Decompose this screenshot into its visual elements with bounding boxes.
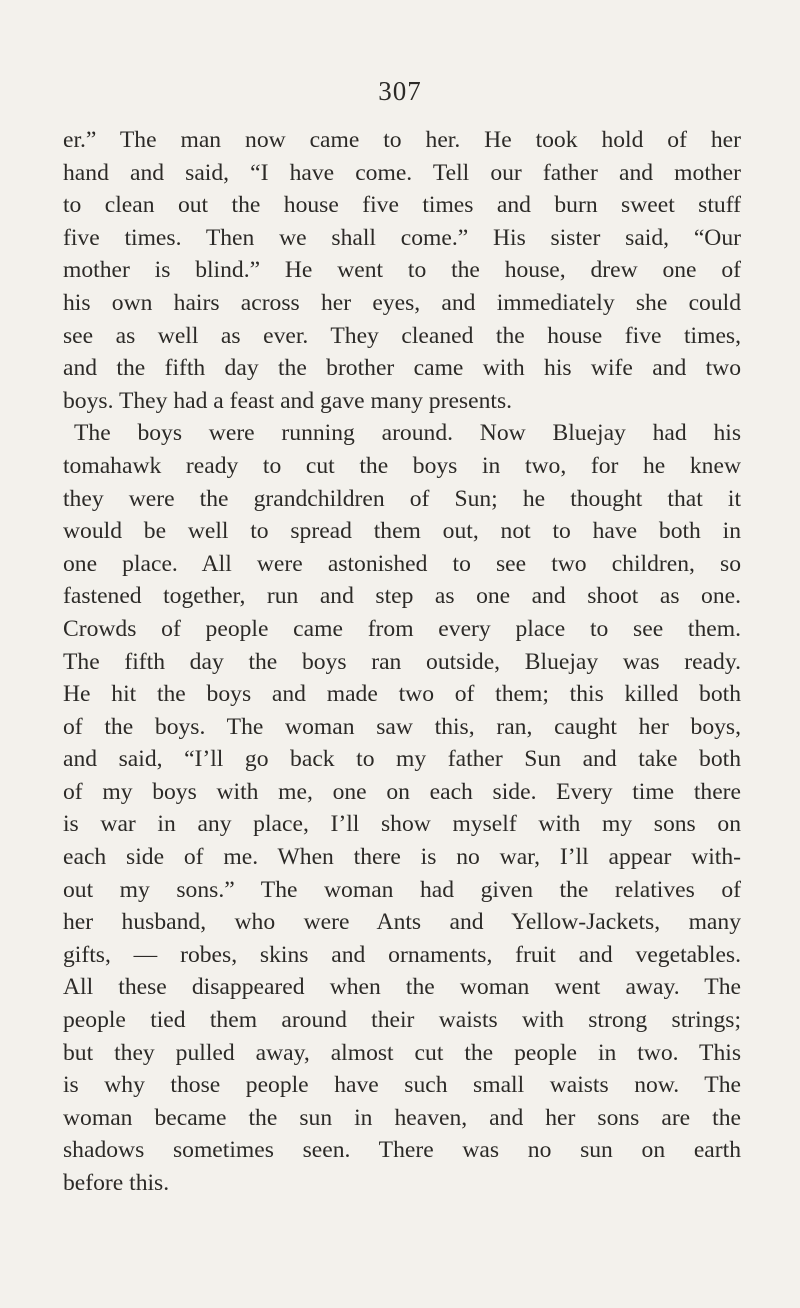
text-line: see as well as ever. They cleaned the house five times, xyxy=(63,322,741,349)
text-line: out my sons.” The woman had given the relatives of xyxy=(63,876,741,903)
page-number: 307 xyxy=(378,76,422,106)
text-line: her husband, who were Ants and Yellow-Jackets, many xyxy=(63,909,741,936)
text-line: to clean out the house five times and burn sweet stuff xyxy=(63,192,741,219)
text-line: is war in any place, I’ll show myself with my sons on xyxy=(63,811,741,838)
text-line: before this. xyxy=(63,1170,170,1196)
text-line: hand and said, “I have come. Tell our father and mother xyxy=(63,159,741,186)
text-line: boys. They had a feast and gave many presents. xyxy=(63,387,513,414)
text-line: woman became the sun in heaven, and her sons are the xyxy=(63,1104,741,1131)
text-line: five times. Then we shall come.” His sister said, “Our xyxy=(63,224,741,251)
text-line: The boys were running around. Now Bluejay had his xyxy=(74,420,741,447)
text-line: and the fifth day the brother came with his wife and two xyxy=(63,355,741,382)
text-line: one place. All were astonished to see two children, so xyxy=(63,550,741,577)
text-line: but they pulled away, almost cut the people in two. This xyxy=(63,1039,741,1066)
text-line: gifts, — robes, skins and ornaments, fruit and vegetables. xyxy=(63,941,741,968)
text-line: of the boys. The woman saw this, ran, caught her boys, xyxy=(63,713,741,740)
text-line: each side of me. When there is no war, I’ll appear with- xyxy=(63,844,741,871)
text-line: fastened together, run and step as one and shoot as one. xyxy=(63,583,741,610)
text-line: and said, “I’ll go back to my father Sun and take both xyxy=(63,746,741,773)
text-line: would be well to spread them out, not to have both in xyxy=(63,518,741,545)
text-line: All these disappeared when the woman went away. The xyxy=(63,974,741,1001)
text-line: The fifth day the boys ran outside, Bluejay was ready. xyxy=(63,648,741,675)
text-line: his own hairs across her eyes, and immediately she could xyxy=(63,289,741,316)
text-line: is why those people have such small waists now. The xyxy=(63,1072,741,1099)
text-line: shadows sometimes seen. There was no sun on earth xyxy=(63,1137,741,1164)
text-line: tomahawk ready to cut the boys in two, for he knew xyxy=(63,452,741,479)
body-text xyxy=(63,124,741,1200)
text-line: Crowds of people came from every place to see them. xyxy=(63,615,741,642)
text-line: He hit the boys and made two of them; this killed both xyxy=(63,681,741,708)
text-line: of my boys with me, one on each side. Every time there xyxy=(63,778,741,805)
text-line: er.” The man now came to her. He took hold of her xyxy=(63,127,741,153)
text-line: they were the grandchildren of Sun; he thought that it xyxy=(63,485,741,512)
text-line: mother is blind.” He went to the house, drew one of xyxy=(63,257,741,284)
text-line: people tied them around their waists with strong strings; xyxy=(63,1007,741,1034)
